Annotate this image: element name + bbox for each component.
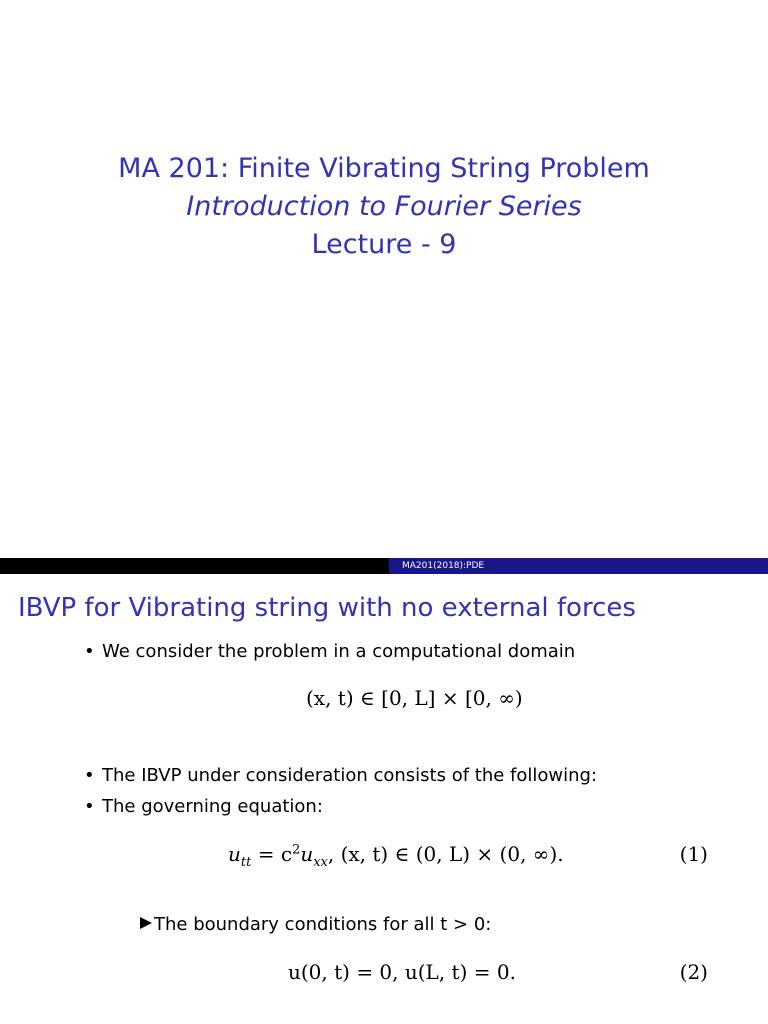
boundary-equation: u(0, t) = 0, u(L, t) = 0. — [288, 960, 516, 984]
title-block — [0, 150, 768, 264]
bullet-text: We consider the problem in a computational domain — [102, 641, 576, 662]
wave-equation — [228, 842, 564, 870]
eq-sub-xx: xx — [313, 855, 328, 870]
lecture-subtitle: Introduction to Fourier Series — [186, 191, 582, 222]
bullet-governing — [84, 795, 323, 819]
equation-number-2: (2) — [679, 960, 708, 984]
bullet-dot: • — [84, 641, 95, 662]
content-slide — [0, 574, 768, 1024]
sub-bullet-text: The boundary conditions for all t > 0: — [154, 914, 492, 935]
eq-u2: u — [300, 842, 314, 866]
bullet-domain — [84, 640, 575, 664]
lecture-title: MA 201: Finite Vibrating String Problem — [118, 153, 650, 184]
bullet-ibvp — [84, 764, 597, 788]
triangle-bullet-icon — [140, 917, 152, 929]
frame-title: IBVP for Vibrating string with no external forces — [18, 593, 636, 623]
bullet-text: The IBVP under consideration consists of the following: — [102, 765, 598, 786]
bullet-dot: • — [84, 765, 95, 786]
footer-course-label: MA201(2018):PDE — [402, 561, 485, 571]
eq-equals-c: = c — [251, 842, 293, 866]
equation-number-1: (1) — [679, 842, 708, 866]
slide-footer — [0, 558, 768, 574]
eq-u: u — [228, 842, 241, 866]
bullet-text: The governing equation: — [102, 796, 323, 817]
sub-bullet-boundary — [140, 913, 491, 937]
domain-equation: (x, t) ∈ [0, L] × [0, ∞) — [306, 686, 523, 710]
eq-domain: , (x, t) ∈ (0, L) × (0, ∞). — [327, 842, 564, 866]
eq-sub-tt: tt — [240, 855, 252, 870]
eq-sup-2: 2 — [292, 842, 301, 858]
bullet-dot: • — [84, 796, 95, 817]
lecture-number: Lecture - 9 — [311, 229, 457, 260]
